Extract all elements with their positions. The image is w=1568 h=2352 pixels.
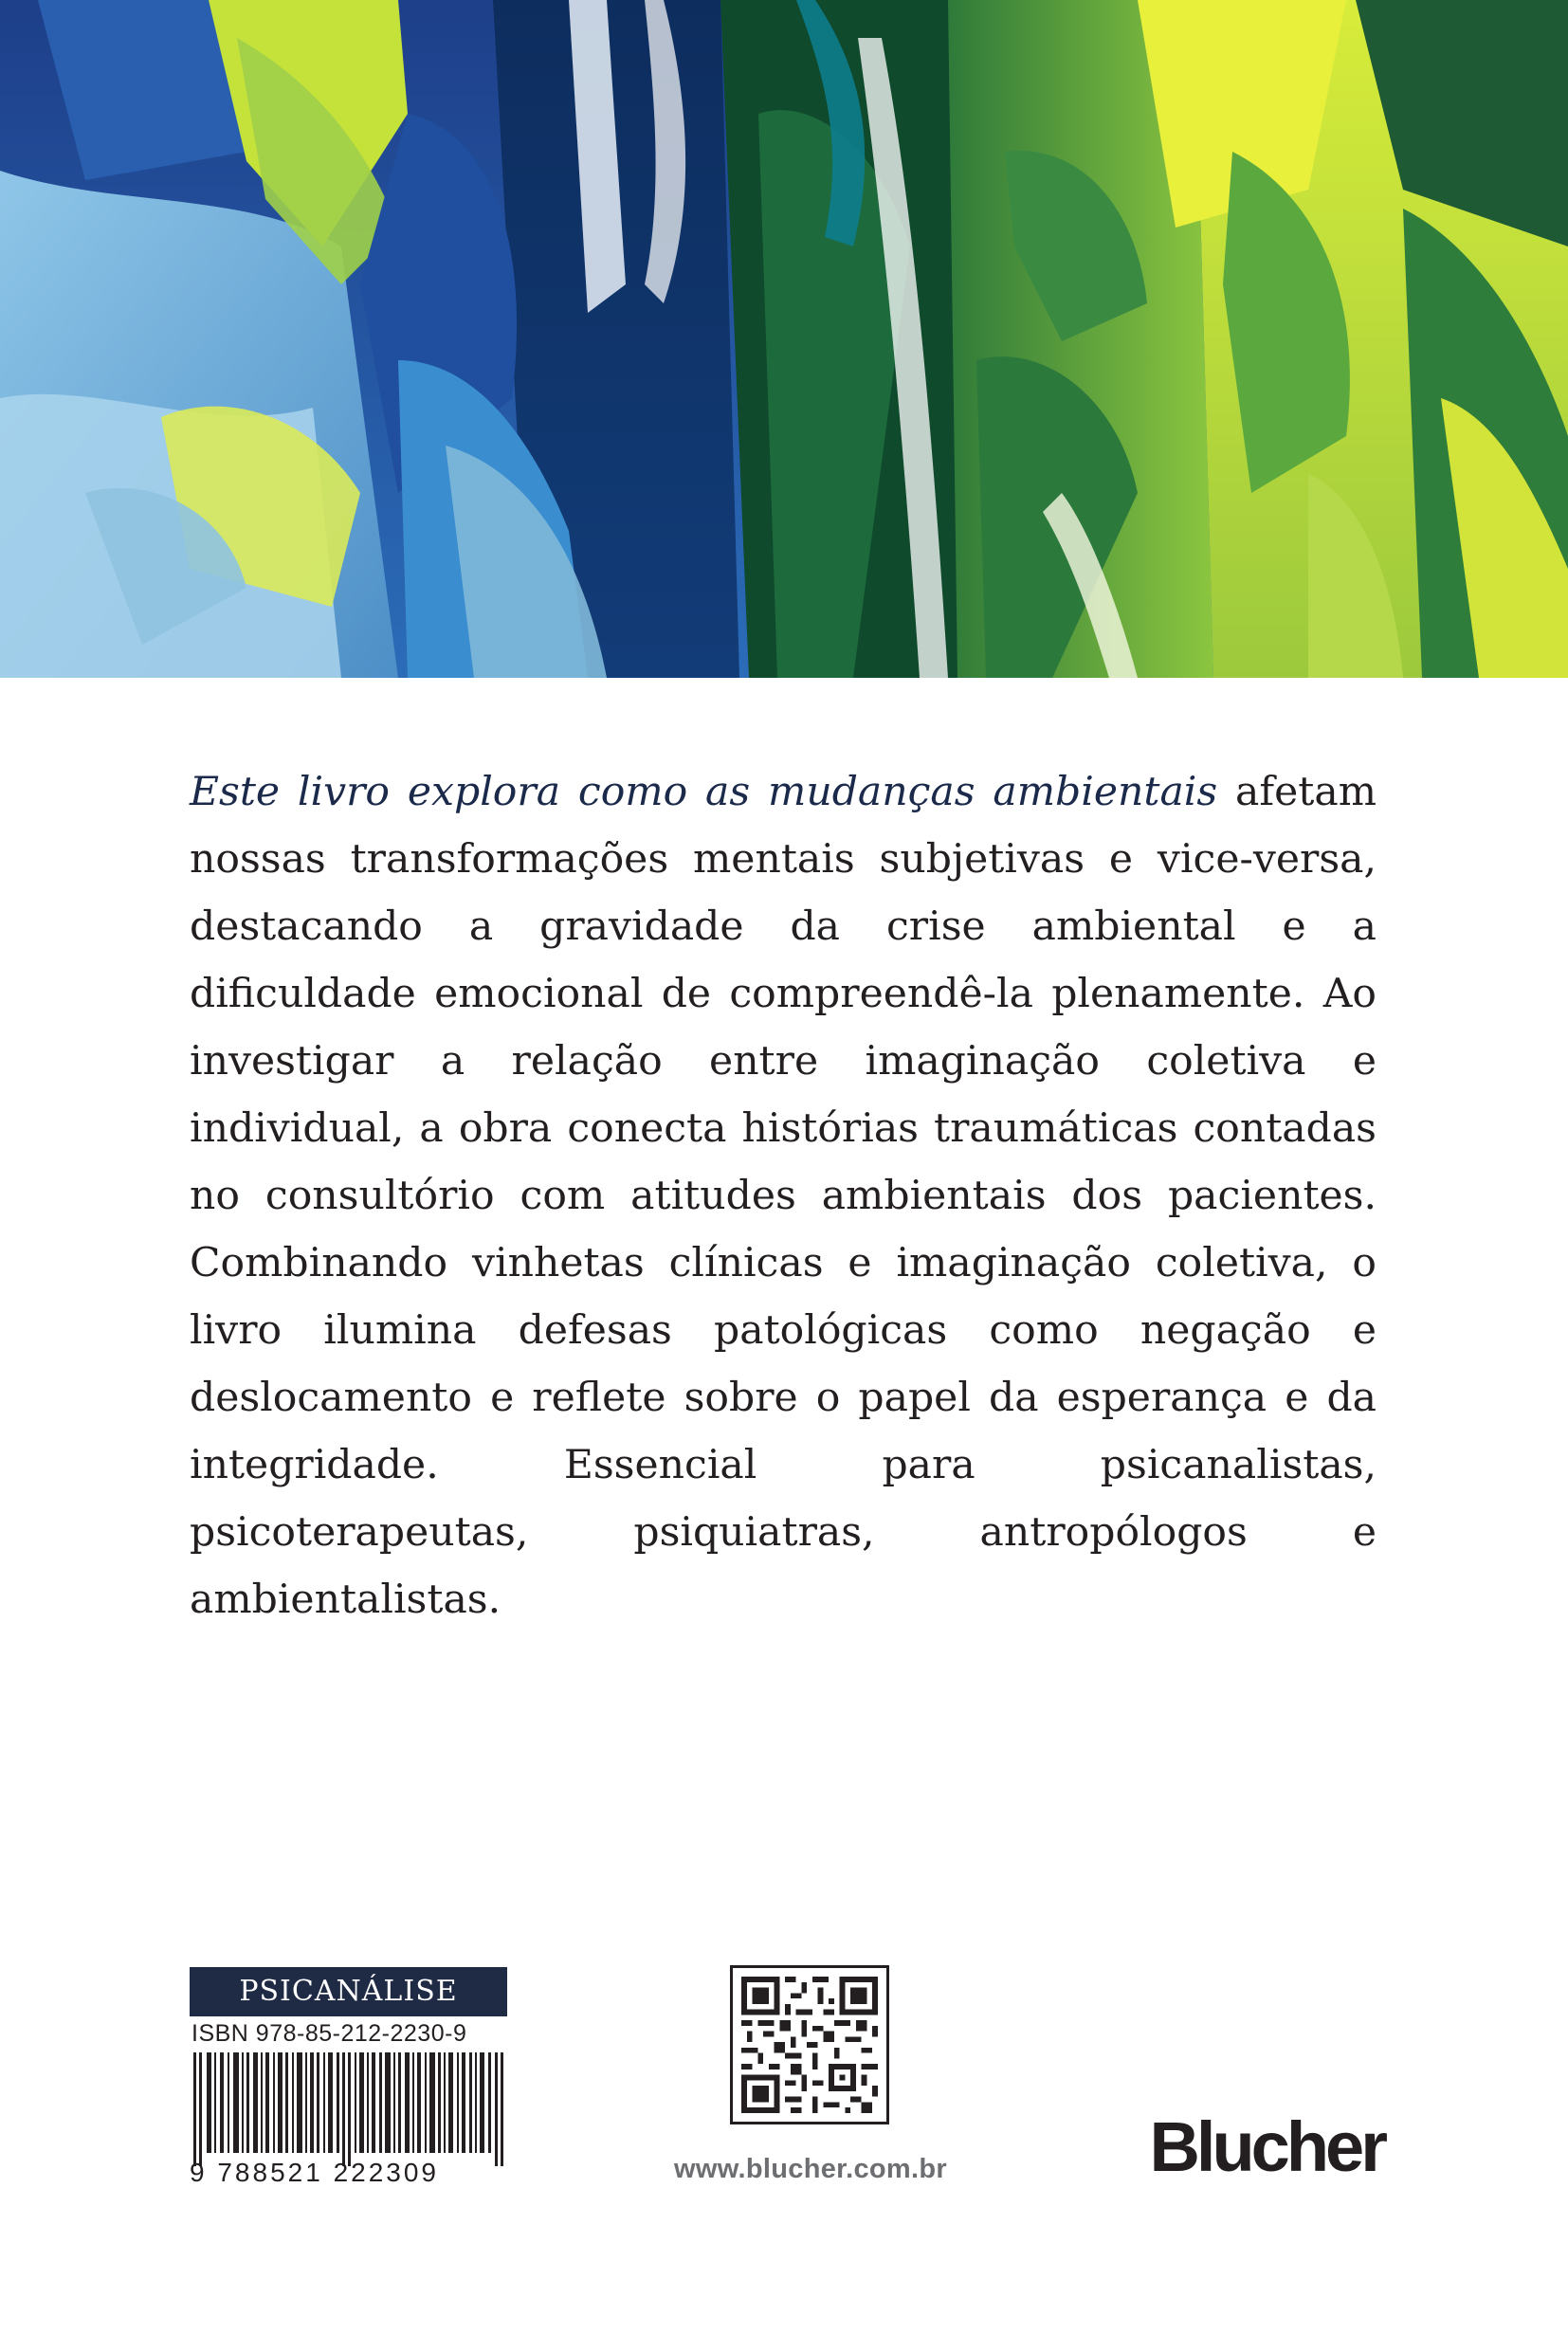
book-description — [190, 758, 1377, 1633]
qr-code-icon — [741, 1977, 878, 2113]
cover-artwork — [0, 0, 1568, 678]
publisher-logo: Blucher — [1149, 2107, 1384, 2186]
qr-code-frame — [730, 1965, 889, 2124]
barcode-digits: 9 788521 222309 — [190, 2158, 439, 2187]
abstract-painting-image — [0, 0, 1568, 678]
description-lead: Este livro explora como as mudanças ambientais — [190, 769, 1218, 815]
isbn-text: ISBN 978-85-212-2230-9 — [191, 2020, 467, 2047]
category-label: PSICANÁLISE — [190, 1967, 507, 2016]
publisher-url[interactable]: www.blucher.com.br — [674, 2154, 947, 2184]
description-body: afetam nossas transformações mentais subjetivas e vice-versa, destacando a gravidade da crise ambiental e a dificuldade emocional de compreendê-la plenamente. Ao investigar a relação entre imaginação coletiva e individual, a obra conecta histórias traumáticas contadas no consultório com atitudes ambientais dos pacientes. Combinando vinhetas clínicas e imaginação coletiva, o livro ilumina defesas patológicas como negação e deslocamento e reflete sobre o papel da esperança e da integridade. Essencial para psicanalistas, psicoterapeutas, psiquiatras, antropólogos e ambientalistas. — [190, 769, 1377, 1623]
